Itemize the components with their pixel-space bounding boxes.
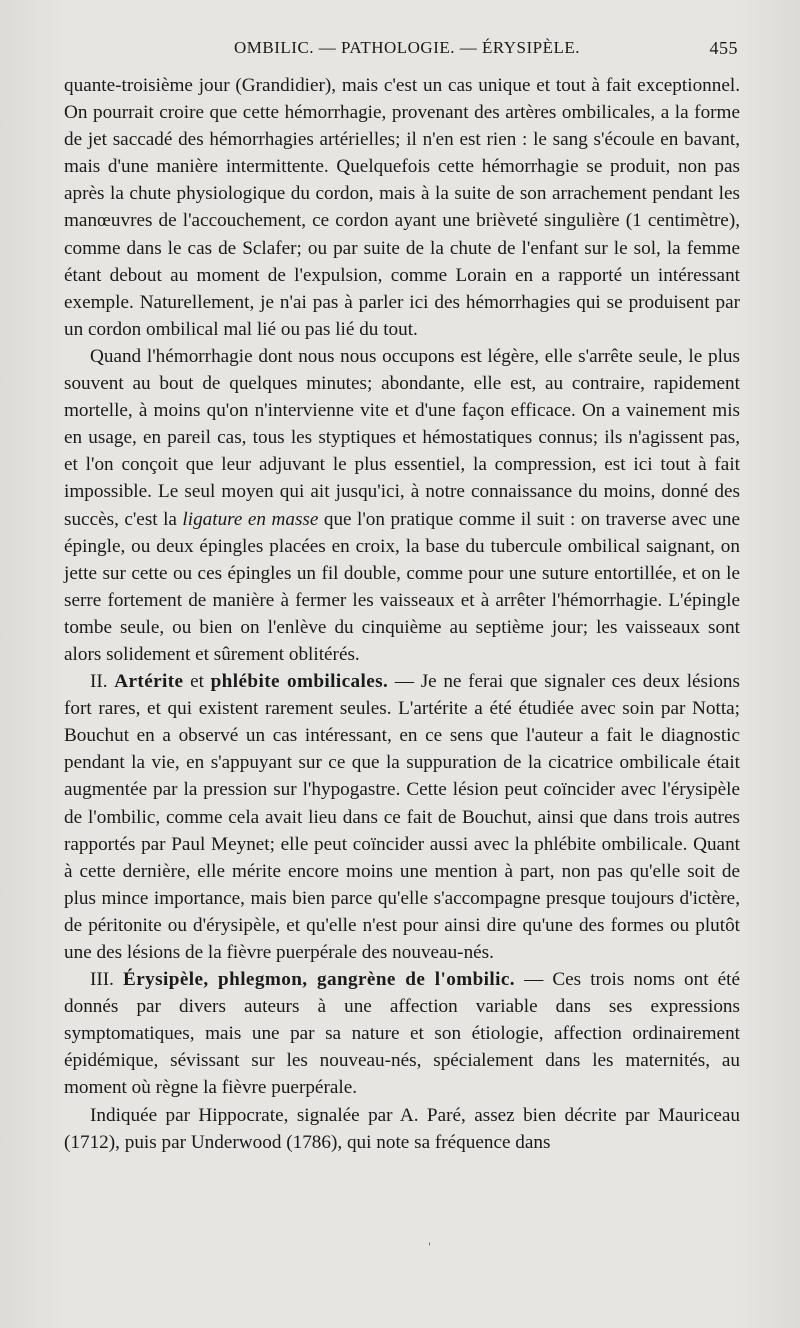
running-head	[64, 38, 738, 64]
section-heading-erysipele: Érysipèle, phlegmon, gangrène de l'ombilic.	[123, 969, 515, 991]
paragraph-text: que l'on pratique comme il suit : on traverse avec une épingle, ou deux épingles placées en croix, la base du tubercule ombilical saignant, on jette sur cette ou ces épingles un fil double, comme pour une suture entortillée, et on le serre fortement de manière à fermer les vaisseaux et à arrêter l'hémorrhagie. L'épingle tombe seule, ou bien on l'enlève du cinquième au septième jour; les vaisseaux sont alors solidement et sûrement oblitérés.	[64, 508, 740, 665]
bottom-mark: '	[428, 1242, 431, 1253]
italic-term: ligature en masse	[182, 508, 319, 530]
paragraph-hemorrhage-continued	[64, 72, 740, 343]
paragraph-ligature	[64, 343, 740, 668]
page-number: 455	[709, 38, 738, 58]
section-heading-connector: et	[183, 671, 211, 693]
running-head-title: OMBILIC. — PATHOLOGIE. — ÉRYSIPÈLE.	[234, 38, 581, 57]
section-erysipele	[64, 966, 740, 1101]
section-numeral: II.	[90, 671, 115, 693]
paragraph-text: quante-troisième jour (Grandidier), mais c'est un cas unique et tout à fait exceptionnel. On pourrait croire que cette hémorrhagie, provenant des artères ombilicales, a la forme de jet saccadé des hémorrhagies artérielles; il n'en est rien : le sang s'écoule en bavant, mais d'une manière intermittente. Quelquefois cette hémorrhagie se produit, non pas après la chute physiologique du cordon, mais à la suite de son arrachement pendant les manœuvres de l'accouchement, ce cordon ayant une brièveté singulière (1 centimètre), comme dans le cas de Sclafer; ou par suite de la chute de l'enfant sur le sol, la femme étant debout au moment de l'expulsion, comme Lorain en a rapporté un intéressant exemple. Naturellement, je n'ai pas à parler ici des hémorrhagies qui se produisent par un cordon ombilical mal lié ou pas lié du tout.	[64, 75, 740, 340]
paragraph-text: Quand l'hémorrhagie dont nous nous occupons est légère, elle s'arrête seule, le plus souvent au bout de quelques minutes; abondante, elle est, au contraire, rapidement mortelle, à moins qu'on n'intervienne vite et d'une façon efficace. On a vainement mis en usage, en pareil cas, tous les styptiques et hémostatiques connus; ils n'agissent pas, et l'on conçoit que leur adjuvant le plus essentiel, la compression, est ici tout à fait impossible. Le seul moyen qui ait jusqu'ici, à notre connaissance du moins, donné des succès, c'est la	[64, 345, 740, 530]
paragraph-text: — Je ne ferai que signaler ces deux lésions fort rares, et qui existent rarement seules. L'artérite a été étudiée avec soin par Notta; Bouchut en a observé un cas intéressant, en ce sens que l'auteur a fait le diagnostic pendant la vie, en s'appuyant sur ce que la suppuration de la cicatrice ombilicale était augmentée par la pression sur l'hypogastre. Cette lésion peut coïncider avec l'érysipèle de l'ombilic, comme cela avait lieu dans ce fait de Bouchut, ainsi que dans trois autres rapportés par Paul Meynet; elle peut coïncider aussi avec la phlébite ombilicale. Quant à cette dernière, elle mérite encore moins une mention à part, non pas qu'elle soit de plus mince importance, mais bien parce qu'elle s'accompagne presque toujours d'ictère, de péritonite ou d'érysipèle, et qu'elle n'est pour ainsi dire qu'une des formes ou plutôt une des lésions de la fièvre puerpérale des nouveau-nés.	[64, 671, 740, 963]
section-arterite-phlebite	[64, 668, 740, 966]
paragraph-text: — Ces trois noms ont été donnés par divers auteurs à une affection variable dans ses expressions symptomatiques, mais une par sa nature et son étiologie, affection ordinairement épidémique, sévissant sur les nouveau-nés, spécialement dans les maternités, au moment où règne la fièvre puerpérale.	[64, 969, 740, 1099]
paragraph-text: Indiquée par Hippocrate, signalée par A. Paré, assez bien décrite par Mauriceau (1712), puis par Underwood (1786), qui note sa fréquence dans	[64, 1104, 740, 1153]
section-heading-arterite: Artérite	[114, 671, 184, 693]
section-heading-phlebite: phlébite ombilicales.	[210, 671, 389, 693]
section-numeral: III.	[90, 969, 124, 991]
body-text	[64, 72, 740, 1156]
paragraph-history	[64, 1102, 740, 1156]
